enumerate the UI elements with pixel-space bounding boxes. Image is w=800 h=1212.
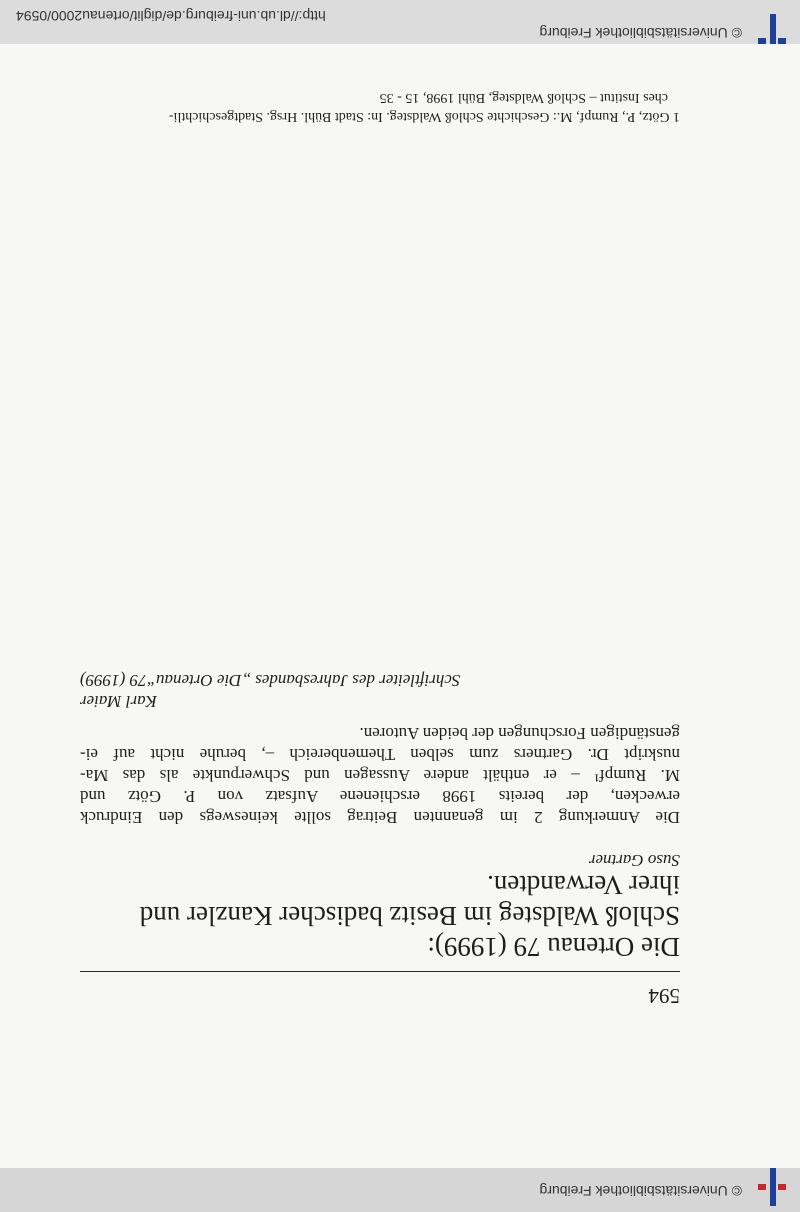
document-page — [0, 44, 800, 1168]
header-rule — [80, 971, 680, 972]
permalink-url[interactable]: http://dl.ub.uni-freiburg.de/diglit/ortenau2000/0594 — [16, 8, 326, 24]
viewer-header-bar — [0, 1168, 800, 1212]
body-paragraph — [80, 723, 680, 828]
author-name: Suso Gartner — [588, 851, 680, 870]
title-line: Schloß Waldsteg im Besitz badischer Kanzler und — [139, 901, 680, 931]
body-line: Die Anmerkung 2 im genannten Beitrag sollte keineswegs den Eindruck — [80, 808, 680, 827]
copyright-notice: © Universitätsbibliothek Freiburg — [539, 25, 742, 41]
signer-role: Schriftleiter des Jahresbandes „Die Ortenau“79 (1999) — [80, 671, 461, 690]
viewer-footer-bar — [0, 0, 800, 44]
ub-freiburg-logo — [752, 1168, 790, 1206]
footnote — [80, 88, 680, 126]
footnote-line: 1 Götz, P., Rumpf, M.: Geschichte Schloß Waldsteg. In: Stadt Bühl. Hrsg. Stadtgeschichtli- — [168, 109, 680, 124]
ub-freiburg-logo — [752, 6, 790, 44]
body-line: genständigen Forschungen der beiden Autoren. — [359, 724, 680, 743]
title-line: ihrer Verwandten. — [487, 870, 680, 900]
body-line: nuskript Dr. Gartners zum selben Themenbereich –, beruhe nicht auf ei- — [80, 745, 680, 764]
body-line: erwecken, der bereits 1998 erschienene Aufsatz von P. Götz und — [80, 787, 680, 806]
signer-name: Karl Maier — [80, 692, 157, 711]
page-number: 594 — [648, 984, 680, 1008]
body-line: M. Rumpf¹ – er enthält andere Aussagen und Schwerpunkte als das Ma- — [80, 766, 680, 785]
copyright-notice: © Universitätsbibliothek Freiburg — [539, 1183, 742, 1199]
footnote-line: ches Institut – Schloß Waldsteg, Bühl 1998, 15 - 35 — [379, 90, 668, 105]
article-title — [80, 869, 680, 962]
signature-block — [80, 670, 680, 712]
title-line: Die Ortenau 79 (1999): — [427, 932, 680, 962]
